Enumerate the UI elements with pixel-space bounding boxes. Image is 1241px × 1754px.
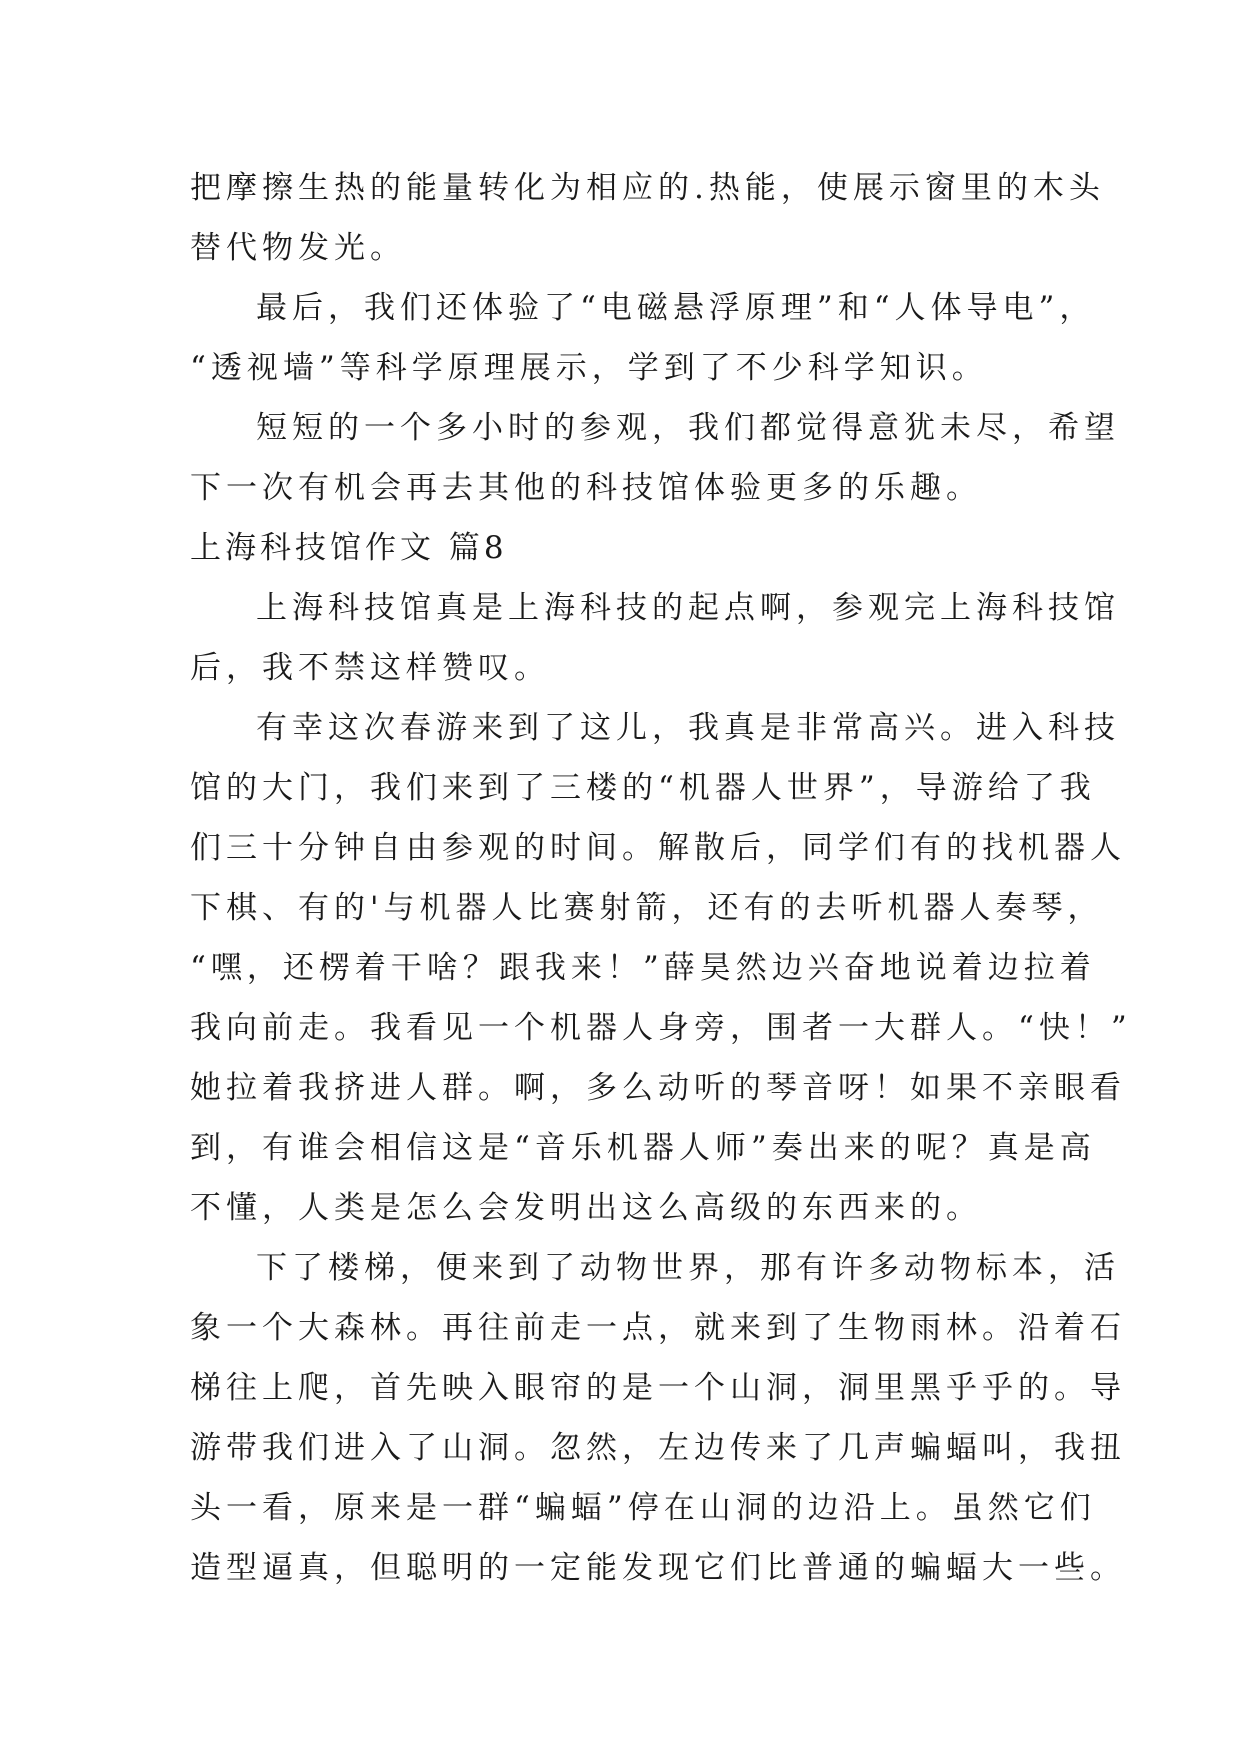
text-line: 馆的大门，我们来到了三楼的“机器人世界”，导游给了我 bbox=[190, 770, 1096, 806]
text-line: 她拉着我挤进人群。啊，多么动听的琴音呀！如果不亲眼看 bbox=[190, 1070, 1126, 1106]
text-line: 们三十分钟自由参观的时间。解散后，同学们有的找机器人 bbox=[190, 830, 1126, 866]
paragraph-start-line: 下了楼梯，便来到了动物世界，那有许多动物标本，活 bbox=[256, 1250, 1120, 1286]
text-line: 下一次有机会再去其他的科技馆体验更多的乐趣。 bbox=[190, 470, 982, 506]
text-line: 把摩擦生热的能量转化为相应的.热能，使展示窗里的木头 bbox=[190, 170, 1105, 206]
text-line: 下棋、有的'与机器人比赛射箭，还有的去听机器人奏琴， bbox=[190, 890, 1104, 926]
paragraph-start-line: 上海科技馆真是上海科技的起点啊，参观完上海科技馆 bbox=[256, 590, 1120, 626]
text-line: 梯往上爬，首先映入眼帘的是一个山洞，洞里黑乎乎的。导 bbox=[190, 1370, 1126, 1406]
text-line: 象一个大森林。再往前走一点，就来到了生物雨林。沿着石 bbox=[190, 1310, 1126, 1346]
paragraph-start-line: 最后，我们还体验了“电磁悬浮原理”和“人体导电”， bbox=[256, 290, 1096, 326]
text-line: 后，我不禁这样赞叹。 bbox=[190, 650, 550, 686]
text-line: 到，有谁会相信这是“音乐机器人师”奏出来的呢？真是高 bbox=[190, 1130, 1096, 1166]
text-line: “嘿，还楞着干啥？跟我来！”薛昊然边兴奋地说着边拉着 bbox=[190, 950, 1096, 986]
text-line: 替代物发光。 bbox=[190, 230, 406, 266]
document-body bbox=[190, 158, 1132, 1598]
text-line: 我向前走。我看见一个机器人身旁，围者一大群人。“快！” bbox=[190, 1010, 1132, 1046]
paragraph-start-line: 短短的一个多小时的参观，我们都觉得意犹未尽，希望 bbox=[256, 410, 1120, 446]
text-line: 不懂，人类是怎么会发明出这么高级的东西来的。 bbox=[190, 1190, 982, 1226]
text-line: 游带我们进入了山洞。忽然，左边传来了几声蝙蝠叫，我扭 bbox=[190, 1430, 1126, 1466]
paragraph-start-line: 有幸这次春游来到了这儿，我真是非常高兴。进入科技 bbox=[256, 710, 1120, 746]
section-heading: 上海科技馆作文 篇8 bbox=[190, 530, 508, 566]
text-line: 头一看，原来是一群“蝙蝠”停在山洞的边沿上。虽然它们 bbox=[190, 1490, 1096, 1526]
text-line: “透视墙”等科学原理展示，学到了不少科学知识。 bbox=[190, 350, 988, 386]
text-line: 造型逼真，但聪明的一定能发现它们比普通的蝙蝠大一些。 bbox=[190, 1550, 1126, 1586]
